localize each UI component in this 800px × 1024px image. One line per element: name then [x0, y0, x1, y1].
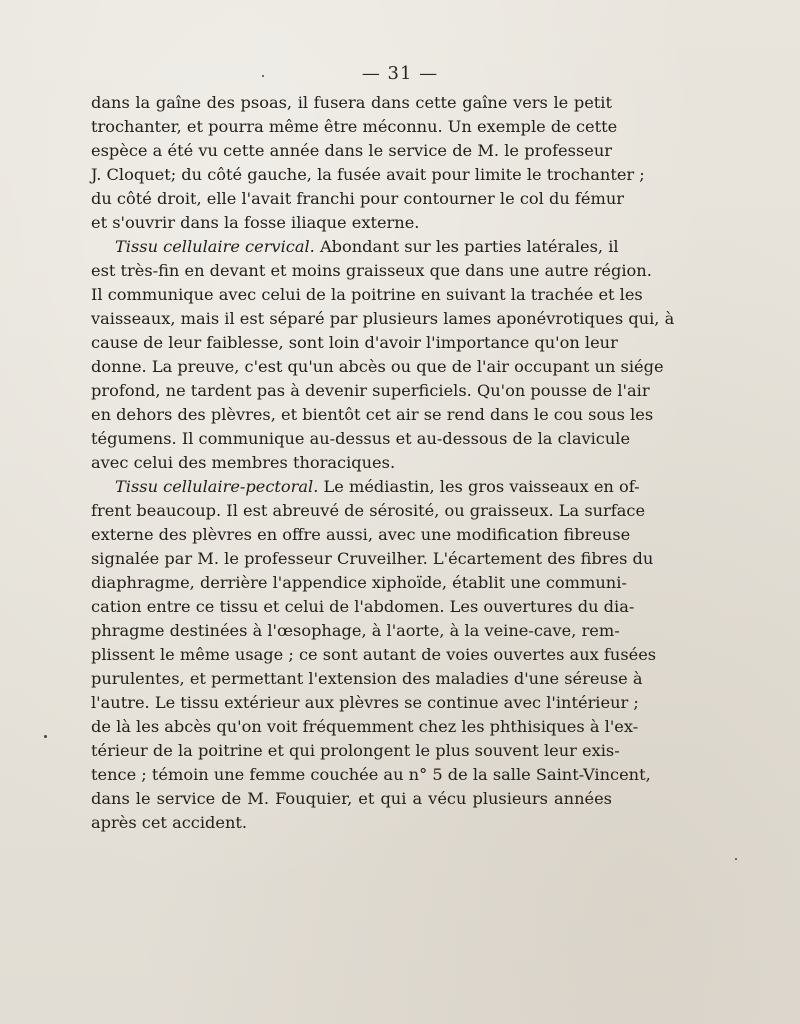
- text-line: du côté droit, elle l'avait franchi pour contourner le col du fémur: [91, 189, 624, 208]
- text-line: l'autre. Le tissu extérieur aux plèvres se continue avec l'intérieur ;: [91, 693, 639, 712]
- text-line-content: Le médiastin, les gros vaisseaux en of-: [318, 477, 640, 496]
- text-line-content: Abondant sur les parties latérales, il: [314, 237, 619, 256]
- text-line: espèce a été vu cette année dans le service de M. le professeur: [91, 141, 612, 160]
- text-line: après cet accident.: [91, 813, 248, 832]
- section-heading-cervical: Tissu cellulaire cervical.: [115, 237, 315, 256]
- text-line: Il communique avec celui de la poitrine en suivant la trachée et les: [91, 285, 643, 304]
- text-line: J. Cloquet; du côté gauche, la fusée avait pour limite le trochanter ;: [91, 165, 645, 184]
- text-line: [91, 235, 619, 259]
- paper-speck: [735, 858, 737, 860]
- text-line: purulentes, et permettant l'extension des maladies d'une séreuse à: [91, 669, 643, 688]
- text-line: donne. La preuve, c'est qu'un abcès ou que de l'air occupant un siége: [91, 357, 664, 376]
- text-line: signalée par M. le professeur Cruveilher. L'écartement des fibres du: [91, 549, 654, 568]
- text-line: vaisseaux, mais il est séparé par plusieurs lames aponévrotiques qui, à: [91, 309, 675, 328]
- text-line: dans le service de M. Fouquier, et qui a vécu plusieurs années: [91, 789, 612, 808]
- text-line: phragme destinées à l'œsophage, à l'aorte, à la veine-cave, rem-: [91, 621, 620, 640]
- text-line: cause de leur faiblesse, sont loin d'avoir l'importance qu'on leur: [91, 333, 618, 352]
- text-line: et s'ouvrir dans la fosse iliaque externe.: [91, 213, 420, 232]
- paper-speck: [44, 735, 47, 738]
- text-line: de là les abcès qu'on voit fréquemment chez les phthisiques à l'ex-: [91, 717, 639, 736]
- text-line: est très-fin en devant et moins graisseux que dans une autre région.: [91, 261, 652, 280]
- paragraph-3: [91, 475, 657, 835]
- paper-speck: [262, 75, 264, 77]
- text-line: frent beaucoup. Il est abreuvé de sérosité, ou graisseux. La surface: [91, 501, 646, 520]
- text-line: diaphragme, derrière l'appendice xiphoïde, établit une communi-: [91, 573, 627, 592]
- paragraph-2: [91, 235, 675, 475]
- text-line: [91, 475, 640, 499]
- text-line: térieur de la poitrine et qui prolongent le plus souvent leur exis-: [91, 741, 620, 760]
- text-line: tence ; témoin une femme couchée au n° 5 de la salle Saint-Vincent,: [91, 765, 651, 784]
- text-line: avec celui des membres thoraciques.: [91, 453, 396, 472]
- text-line: cation entre ce tissu et celui de l'abdomen. Les ouvertures du dia-: [91, 597, 635, 616]
- section-heading-pectoral: Tissu cellulaire-pectoral.: [115, 477, 319, 496]
- text-line: trochanter, et pourra même être méconnu. Un exemple de cette: [91, 117, 618, 136]
- paragraph-1: [91, 91, 645, 235]
- text-line: profond, ne tardent pas à devenir superficiels. Qu'on pousse de l'air: [91, 381, 650, 400]
- text-line: plissent le même usage ; ce sont autant de voies ouvertes aux fusées: [91, 645, 657, 664]
- page-number: — 31 —: [361, 63, 439, 84]
- text-line: externe des plèvres en offre aussi, avec une modification fibreuse: [91, 525, 631, 544]
- body-text: [91, 91, 675, 835]
- text-line: en dehors des plèvres, et bientôt cet air se rend dans le cou sous les: [91, 405, 654, 424]
- text-line: tégumens. Il communique au-dessus et au-dessous de la clavicule: [91, 429, 631, 448]
- text-line: dans la gaîne des psoas, il fusera dans cette gaîne vers le petit: [91, 93, 612, 112]
